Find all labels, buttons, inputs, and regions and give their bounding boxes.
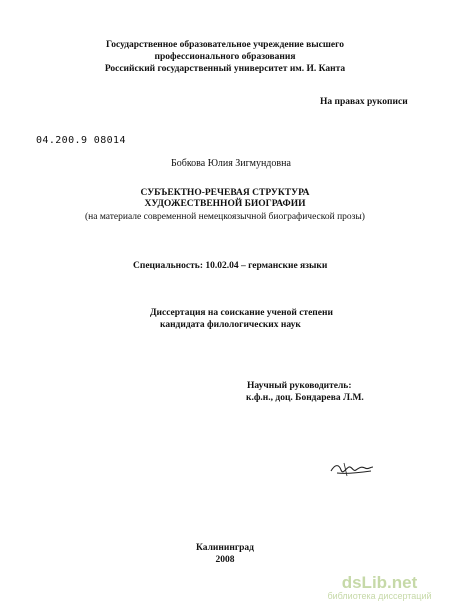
institution-name-line-2: профессионального образования xyxy=(154,52,296,62)
degree-line-2: кандидата филологических наук xyxy=(160,320,301,330)
watermark-logo: dsLib.net xyxy=(341,573,418,592)
handwritten-signature xyxy=(327,458,375,480)
manuscript-rights-note: На правах рукописи xyxy=(320,97,408,107)
degree-line-1: Диссертация на соискание ученой степени xyxy=(150,308,333,318)
thesis-subtitle: (на материале современной немецкоязычной биографической прозы) xyxy=(85,212,365,222)
author-name: Бобкова Юлия Зигмундовна xyxy=(171,158,291,169)
thesis-title-line-2: ХУДОЖЕСТВЕННОЙ БИОГРАФИИ xyxy=(144,199,306,209)
institution-name-line-3: Российский государственный университет им. И. Канта xyxy=(104,64,346,74)
institution-name-line-1: Государственное образовательное учреждение высшего xyxy=(106,40,344,50)
year: 2008 xyxy=(215,555,235,565)
advisor-name: к.ф.н., доц. Бондарева Л.М. xyxy=(246,393,364,403)
dslib-watermark xyxy=(317,574,442,610)
watermark-caption: библиотека диссертаций xyxy=(327,591,432,601)
advisor-label: Научный руководитель: xyxy=(247,381,352,391)
city: Калининград xyxy=(196,543,254,553)
registration-stamp-number: 04.200.9 08014 xyxy=(36,135,126,146)
specialty-line: Специальность: 10.02.04 – германские языки xyxy=(133,261,328,271)
thesis-title-line-1: СУБЪЕКТНО-РЕЧЕВАЯ СТРУКТУРА xyxy=(140,188,310,198)
